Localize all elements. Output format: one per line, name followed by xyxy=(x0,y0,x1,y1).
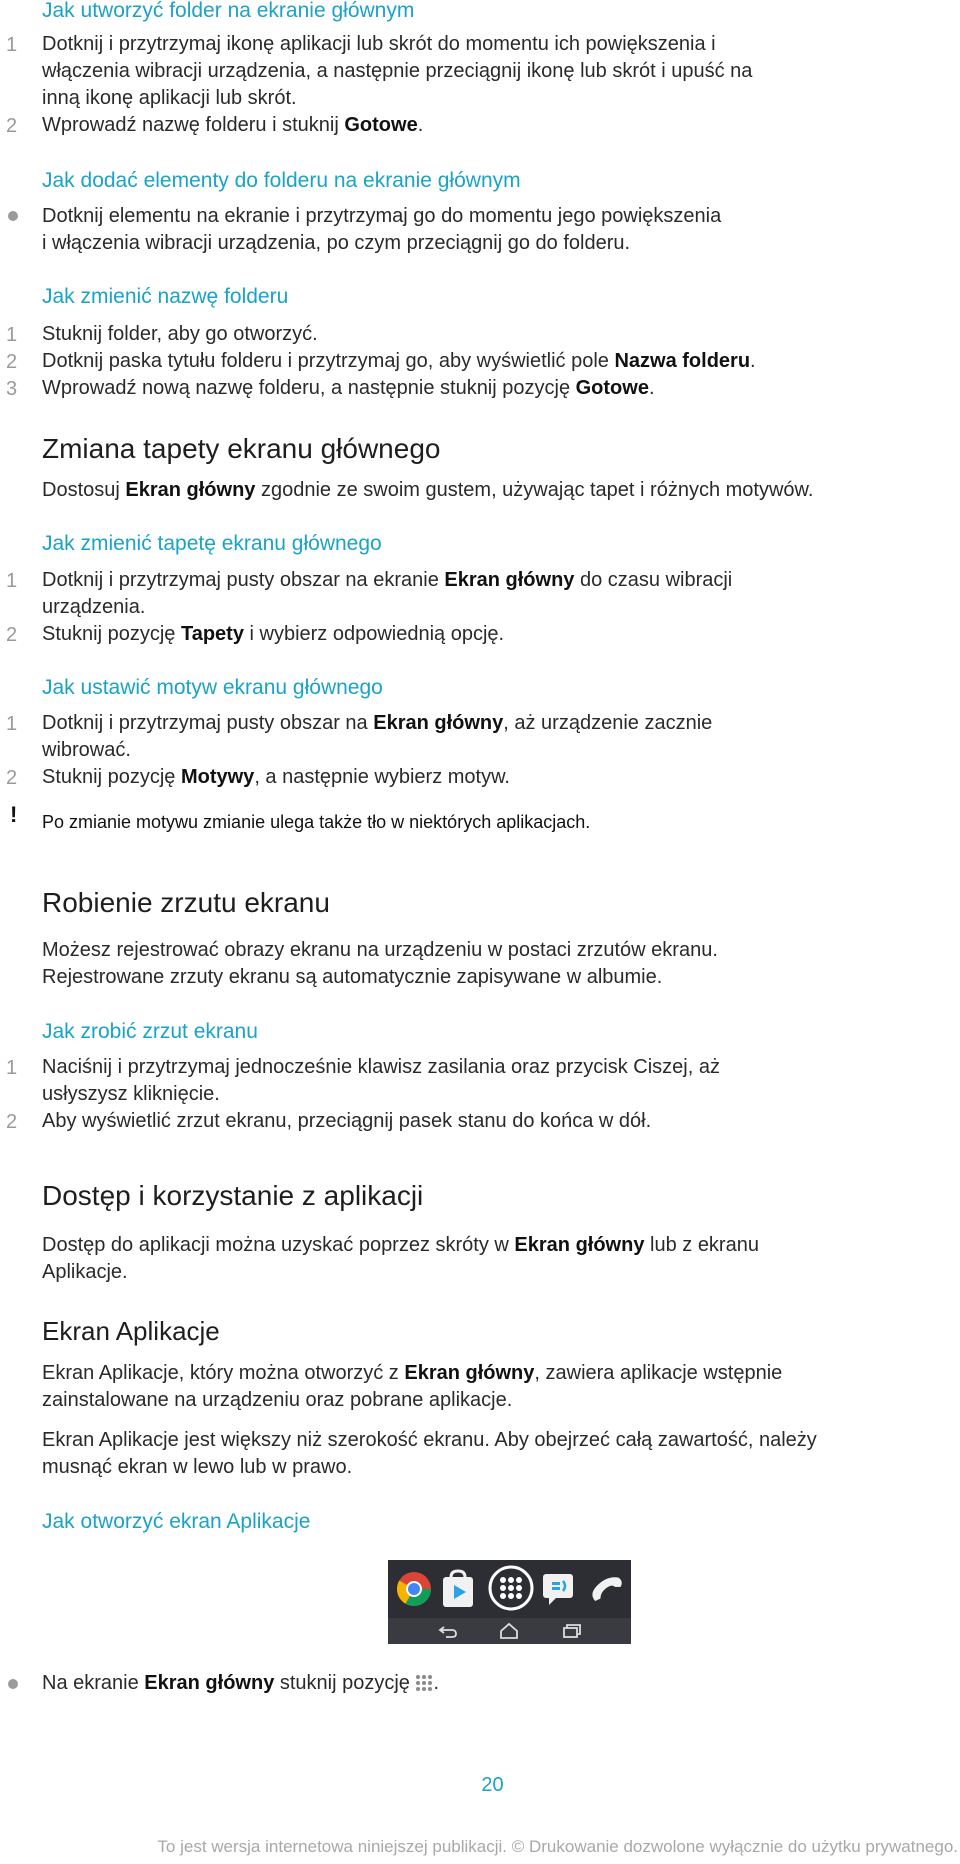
heading-open-apps-screen: Jak otworzyć ekran Aplikacje xyxy=(42,1510,311,1533)
heading-take-screenshot: Jak zrobić zrzut ekranu xyxy=(42,1020,258,1043)
step-marker: 1 xyxy=(6,1057,18,1079)
paragraph: Ekran Aplikacje, który można otworzyć z Ekran główny, zawiera aplikacje wstępnie zainstalowane na urządzeniu oraz pobrane aplikacje. xyxy=(42,1362,783,1411)
play-store-icon xyxy=(440,1569,476,1609)
step-text: Aby wyświetlić zrzut ekranu, przeciągnij pasek stanu do końca w dół. xyxy=(42,1110,652,1132)
step-marker: 2 xyxy=(6,1111,18,1133)
heading-set-theme: Jak ustawić motyw ekranu głównego xyxy=(42,676,383,699)
bullet-icon xyxy=(8,1679,18,1689)
step-text: Stuknij folder, aby go otworzyć. xyxy=(42,323,318,345)
heading-change-wallpaper: Jak zmienić tapetę ekranu głównego xyxy=(42,532,382,555)
apps-grid-icon xyxy=(487,1564,535,1612)
heading-apps-access: Dostęp i korzystanie z aplikacji xyxy=(42,1180,424,1211)
warning-icon: ! xyxy=(10,802,18,827)
chrome-icon xyxy=(395,1570,433,1608)
recent-apps-icon xyxy=(562,1623,582,1639)
home-dock-screenshot xyxy=(388,1560,631,1644)
paragraph: Dostosuj Ekran główny zgodnie ze swoim gustem, używając tapet i różnych motywów. xyxy=(42,479,814,501)
bullet-icon xyxy=(8,211,18,221)
step-marker: 1 xyxy=(6,324,18,346)
nav-bar xyxy=(388,1618,631,1644)
paragraph: Dostęp do aplikacji można uzyskać poprzez skróty w Ekran główny lub z ekranu Aplikacje. xyxy=(42,1234,759,1283)
step-text: Stuknij pozycję Motywy, a następnie wybierz motyw. xyxy=(42,766,510,788)
messaging-icon xyxy=(541,1572,579,1606)
note-text: Po zmianie motywu zmianie ulega także tło w niektórych aplikacjach. xyxy=(42,812,591,832)
heading-apps-screen: Ekran Aplikacje xyxy=(42,1316,220,1346)
step-text: Naciśnij i przytrzymaj jednocześnie klawisz zasilania oraz przycisk Ciszej, aż usłyszysz kliknięcie. xyxy=(42,1056,720,1105)
heading-wallpaper: Zmiana tapety ekranu głównego xyxy=(42,433,441,464)
page-number: 20 xyxy=(481,1774,504,1796)
step-text: Stuknij pozycję Tapety i wybierz odpowiednią opcję. xyxy=(42,623,505,645)
phone-icon xyxy=(588,1570,624,1608)
step-text: Dotknij paska tytułu folderu i przytrzymaj go, aby wyświetlić pole Nazwa folderu. xyxy=(42,350,756,372)
step-marker: 2 xyxy=(6,767,18,789)
step-marker: 1 xyxy=(6,34,18,56)
paragraph: Na ekranie Ekran główny stuknij pozycję . xyxy=(42,1672,440,1694)
paragraph: Możesz rejestrować obrazy ekranu na urządzeniu w postaci zrzutów ekranu. Rejestrowane zrzuty ekranu są automatycznie zapisywane w albumie. xyxy=(42,939,718,988)
paragraph: Dotknij elementu na ekranie i przytrzymaj go do momentu jego powiększenia i włączenia wibracji urządzenia, po czym przeciągnij go do folderu. xyxy=(42,205,722,254)
paragraph: Ekran Aplikacje jest większy niż szerokość ekranu. Aby obejrzeć całą zawartość, należy musnąć ekran w lewo lub w prawo. xyxy=(42,1429,817,1478)
dock-row xyxy=(388,1560,631,1618)
home-nav-icon xyxy=(498,1622,520,1640)
footer-note: To jest wersja internetowa niniejszej publikacji. © Drukowanie dozwolone wyłącznie do użytku prywatnego. xyxy=(157,1837,958,1856)
step-marker: 3 xyxy=(6,378,18,400)
heading-create-folder: Jak utworzyć folder na ekranie głównym xyxy=(42,0,415,22)
step-marker: 2 xyxy=(6,624,18,646)
step-marker: 2 xyxy=(6,115,18,137)
heading-add-to-folder: Jak dodać elementy do folderu na ekranie głównym xyxy=(42,169,521,192)
step-text: Wprowadź nową nazwę folderu, a następnie stuknij pozycję Gotowe. xyxy=(42,377,655,399)
step-text: Dotknij i przytrzymaj pusty obszar na ekranie Ekran główny do czasu wibracji urządzenia. xyxy=(42,569,733,618)
step-text: Wprowadź nazwę folderu i stuknij Gotowe. xyxy=(42,114,424,136)
apps-grid-icon xyxy=(415,1674,433,1692)
step-marker: 1 xyxy=(6,713,18,735)
step-text: Dotknij i przytrzymaj ikonę aplikacji lub skrót do momentu ich powiększenia i włączenia wibracji urządzenia, a następnie przeciągnij ikonę lub skrót i upuść na inną ikonę aplikacji lub skrót. xyxy=(42,33,753,109)
step-marker: 2 xyxy=(6,351,18,373)
heading-rename-folder: Jak zmienić nazwę folderu xyxy=(42,285,289,308)
step-marker: 1 xyxy=(6,570,18,592)
back-nav-icon xyxy=(438,1624,458,1638)
step-text: Dotknij i przytrzymaj pusty obszar na Ekran główny, aż urządzenie zacznie wibrować. xyxy=(42,712,713,761)
heading-screenshot: Robienie zrzutu ekranu xyxy=(42,887,330,918)
